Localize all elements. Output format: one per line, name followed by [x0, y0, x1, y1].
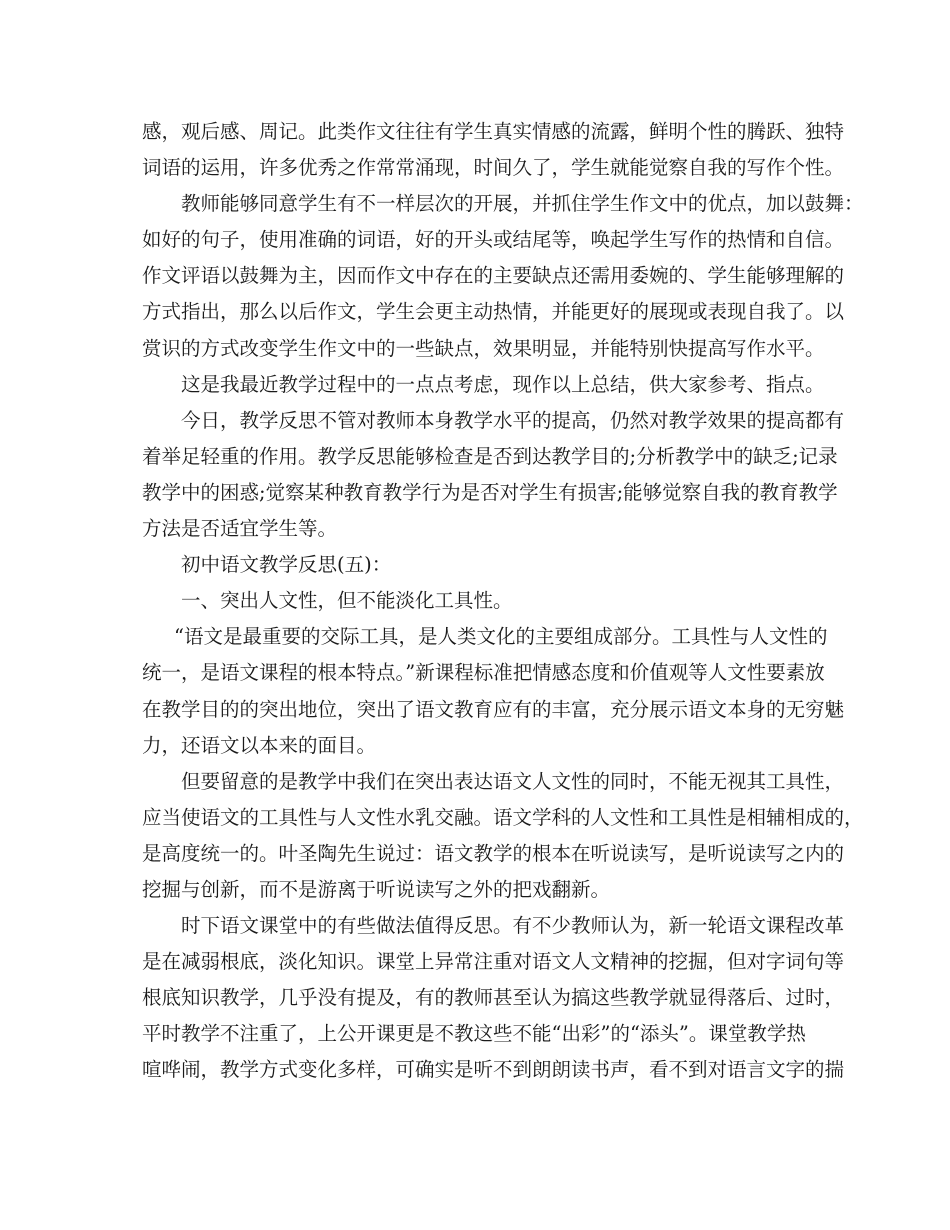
text-line: 应当使语文的工具性与人文性水乳交融。语文学科的人文性和工具性是相辅相成的， — [142, 805, 864, 829]
subsection-heading: 一、突出人文性，但不能淡化工具性。 — [181, 589, 513, 613]
text-line: 挖掘与创新，而不是游离于听说读写之外的把戏翻新。 — [142, 877, 611, 901]
text-line: 统一，是语文课程的根本特点。”新课程标准把情感态度和价值观等人文性要素放 — [142, 661, 825, 685]
text-line: 如好的句子，使用准确的词语，好的开头或结尾等，唤起学生写作的热情和自信。 — [142, 228, 845, 252]
text-line: 是在减弱根底，淡化知识。课堂上异常注重对语文人文精神的挖掘，但对字词句等 — [142, 950, 845, 974]
text-line: 是高度统一的。叶圣陶先生说过：语文教学的根本在听说读写，是听说读写之内的 — [142, 841, 845, 865]
paragraph-start-line: “语文是最重要的交际工具，是人类文化的主要组成部分。工具性与人文性的 — [174, 625, 828, 649]
text-line: 在教学目的的突出地位，突出了语文教育应有的丰富，充分展示语文本身的无穷魅 — [142, 697, 845, 721]
section-heading: 初中语文教学反思(五)： — [181, 553, 392, 577]
text-line: 力，还语文以本来的面目。 — [142, 733, 377, 757]
paragraph-start-line: 这是我最近教学过程中的一点点考虑，现作以上总结，供大家参考、指点。 — [181, 372, 825, 396]
text-line: 根底知识教学，几乎没有提及，有的教师甚至认为搞这些教学就显得落后、过时， — [142, 986, 845, 1010]
document-body — [142, 114, 864, 1089]
paragraph-start-line: 但要留意的是教学中我们在突出表达语文人文性的同时，不能无视其工具性， — [181, 769, 845, 793]
paragraph-start-line: 今日，教学反思不管对教师本身教学水平的提高，仍然对教学效果的提高都有 — [181, 408, 845, 432]
paragraph-start-line: 时下语文课堂中的有些做法值得反思。有不少教师认为，新一轮语文课程改革 — [181, 914, 845, 938]
text-line: 方式指出，那么以后作文，学生会更主动热情，并能更好的展现或表现自我了。以 — [142, 300, 845, 324]
text-line: 平时教学不注重了，上公开课更是不教这些不能“出彩”的“添头”。课堂教学热 — [142, 1022, 806, 1046]
text-line: 教学中的困惑;觉察某种教育教学行为是否对学生有损害;能够觉察自我的教育教学 — [142, 480, 838, 504]
text-line: 作文评语以鼓舞为主，因而作文中存在的主要缺点还需用委婉的、学生能够理解的 — [142, 264, 845, 288]
text-line: 着举足轻重的作用。教学反思能够检查是否到达教学目的;分析教学中的缺乏;记录 — [142, 444, 838, 468]
text-line: 赏识的方式改变学生作文中的一些缺点，效果明显，并能特别快提高写作水平。 — [142, 336, 825, 360]
text-line: 喧哗闹，教学方式变化多样，可确实是听不到朗朗读书声，看不到对语言文字的揣 — [142, 1058, 845, 1082]
text-line: 词语的运用，许多优秀之作常常涌现，时间久了，学生就能觉察自我的写作个性。 — [142, 156, 845, 180]
text-line: 感，观后感、周记。此类作文往往有学生真实情感的流露，鲜明个性的腾跃、独特 — [142, 120, 845, 143]
paragraph-start-line: 教师能够同意学生有不一样层次的开展，并抓住学生作文中的优点，加以鼓舞： — [181, 192, 864, 216]
text-line: 方法是否适宜学生等。 — [142, 517, 338, 541]
